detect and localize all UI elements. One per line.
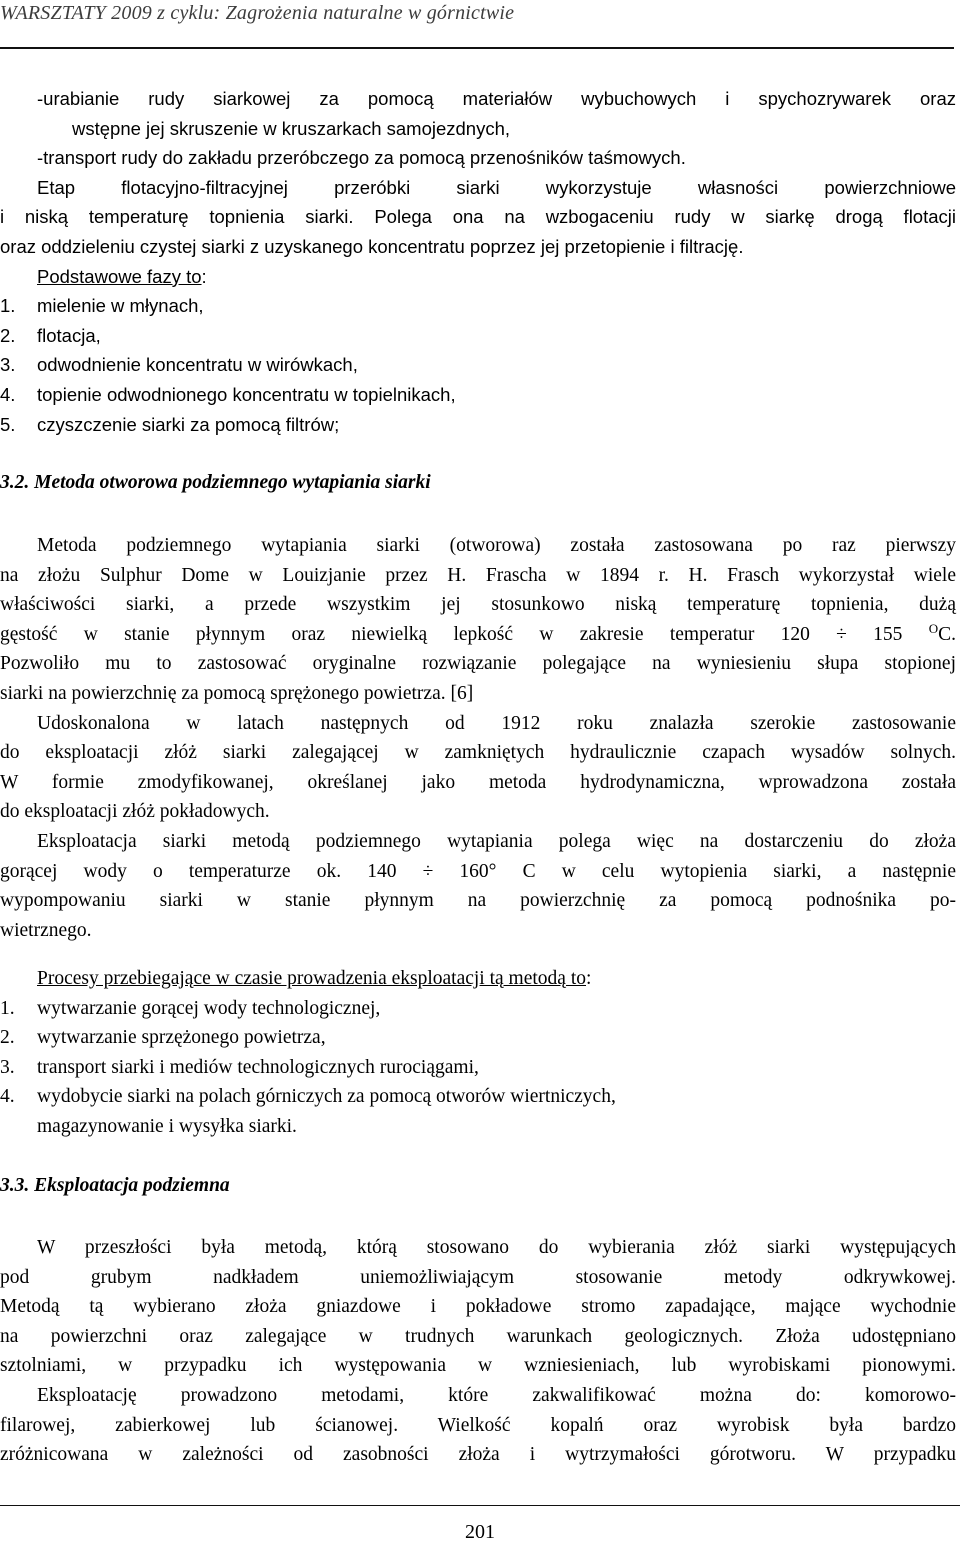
- text-line: Metoda podziemnego wytapiania siarki (otworowa) została zastosowana po raz pierwszy: [37, 535, 956, 556]
- text-line: wietrznego.: [0, 919, 92, 941]
- section-3-3-body: [0, 1233, 956, 1470]
- text-line: oraz oddzieleniu czystej siarki z uzyskanego koncentratu poprzez jej przetopienie i filtrację.: [0, 235, 744, 257]
- phases-colon: :: [201, 265, 207, 287]
- text-fragment: gęstość w stanie płynnym oraz niewielką lepkość w zakresie temperatur 120 ÷ 155: [0, 623, 903, 645]
- text-line: -transport rudy do zakładu przeróbczego za pomocą przenośników taśmowych.: [37, 147, 686, 169]
- list-number: 2.: [0, 1027, 15, 1049]
- list-number: 3.: [0, 1056, 15, 1078]
- list-text: wytwarzanie sprzężonego powietrza,: [37, 1027, 326, 1049]
- temperature-unit: C.: [938, 623, 957, 645]
- processes-list: [0, 964, 956, 1142]
- list-item: [0, 1053, 956, 1083]
- list-item: [0, 410, 956, 440]
- list-text: czyszczenie siarki za pomocą filtrów;: [37, 413, 340, 435]
- list-item: [0, 321, 956, 351]
- footer-rule: [0, 1505, 960, 1506]
- list-text: topienie odwodnionego koncentratu w topielnikach,: [37, 383, 456, 405]
- text-line: na powierzchni oraz zalegające w trudnych warunkach geologicznych. Złoża udostępniano: [0, 1325, 956, 1347]
- text-line: W formie zmodyfikowanej, określanej jako metoda hydrodynamiczna, wprowadzona została: [0, 771, 956, 793]
- text-line: na złożu Sulphur Dome w Louizjanie przez H. Frascha w 1894 r. H. Frasch wykorzystał wiele: [0, 564, 956, 586]
- list-text: mielenie w młynach,: [37, 295, 204, 317]
- list-text: flotacja,: [37, 324, 101, 346]
- list-item: [0, 1082, 956, 1112]
- text-line: -urabianie rudy siarkowej za pomocą materiałów wybuchowych i spychozrywarek oraz: [37, 88, 956, 109]
- list-number: 1.: [0, 997, 15, 1019]
- list-number: 5.: [0, 413, 16, 435]
- processes-label-line: [0, 964, 956, 994]
- text-line: sztolniami, w przypadku ich występowania w wzniesieniach, lub wyrobiskami pionowymi.: [0, 1355, 956, 1377]
- text-line: filarowej, zabierkowej lub ścianowej. Wielkość kopalń oraz wyrobisk była bardzo: [0, 1414, 956, 1436]
- page-number: 201: [465, 1521, 495, 1543]
- list-number: 4.: [0, 1086, 15, 1108]
- text-line: Udoskonalona w latach następnych od 1912 roku znalazła szerokie zastosowanie: [37, 712, 956, 734]
- processes-colon: :: [586, 968, 592, 989]
- phases-label: Podstawowe fazy to: [37, 265, 202, 287]
- text-fragment: i niską temperaturę topnienia siarki.: [0, 206, 354, 228]
- section-heading-3-2: 3.2. Metoda otworowa podziemnego wytapiania siarki: [0, 472, 431, 493]
- list-text: wytwarzanie gorącej wody technologicznej,: [37, 997, 381, 1019]
- list-item: [0, 380, 956, 410]
- text-line: Etap flotacyjno-filtracyjnej przeróbki siarki wykorzystuje własności powierzchniowe: [37, 176, 956, 198]
- text-line: Eksploatację prowadzono metodami, które zakwalifikować można do: komorowo-: [37, 1384, 956, 1406]
- list-text: transport siarki i mediów technologicznych rurociągami,: [37, 1056, 479, 1078]
- degree-symbol: O: [928, 620, 939, 636]
- continuation-paragraphs: [0, 84, 956, 439]
- header-rule: [0, 47, 954, 49]
- text-line: Eksploatacja siarki metodą podziemnego wytapiania polega więc na dostarczeniu do złoża: [37, 830, 956, 852]
- section-heading-3-3: 3.3. Eksploatacja podziemna: [0, 1175, 230, 1196]
- text-line: Metodą tą wybierano złoża gniazdowe i pokładowe stromo zapadające, mające wychodnie: [0, 1296, 956, 1318]
- list-item: [0, 1023, 956, 1053]
- list-item: [0, 350, 956, 380]
- list-text: odwodnienie koncentratu w wirówkach,: [37, 354, 358, 376]
- text-line: Pozwoliło mu to zastosować oryginalne rozwiązanie polegające na wyniesieniu słupa stopionej: [0, 653, 956, 675]
- section-3-2-body: [0, 531, 956, 945]
- list-item: [0, 994, 956, 1024]
- text-line: [0, 202, 956, 232]
- text-line: do eksploatacji złóż pokładowych.: [0, 801, 270, 823]
- text-fragment: Polega ona na wzbogaceniu rudy w siarkę drogą flotacji: [374, 206, 956, 228]
- text-line: siarki na powierzchnię za pomocą sprężonego powietrza. [6]: [0, 682, 474, 704]
- text-line: W przeszłości była metodą, którą stosowano do wybierania złóż siarki występujących: [37, 1237, 956, 1258]
- list-number: 2.: [0, 324, 16, 346]
- phases-label-line: [0, 262, 956, 292]
- text-line: wstępne jej skruszenie w kruszarkach samojezdnych,: [72, 117, 511, 139]
- text-line: zróżnicowana w zależności od zasobności złoża i wytrzymałości górotworu. W przypadku: [0, 1444, 956, 1466]
- processes-label: Procesy przebiegające w czasie prowadzenia eksploatacji tą metodą to: [37, 968, 586, 989]
- list-item: [0, 291, 956, 321]
- running-header: WARSZTATY 2009 z cyklu: Zagrożenia naturalne w górnictwie: [0, 2, 515, 24]
- list-number: 3.: [0, 354, 16, 376]
- text-line: pod grubym nadkładem uniemożliwiającym stosowanie metody odkrywkowej.: [0, 1266, 956, 1288]
- text-line: wypompowaniu siarki w stanie płynnym na powierzchnię za pomocą podnośnika po-: [0, 890, 956, 912]
- list-item-continuation: magazynowanie i wysyłka siarki.: [37, 1115, 297, 1137]
- list-number: 4.: [0, 383, 16, 405]
- list-text: wydobycie siarki na polach górniczych za pomocą otworów wiertniczych,: [37, 1086, 616, 1108]
- text-line: właściwości siarki, a przede wszystkim jej stosunkowo niską temperaturę topnienia, dużą: [0, 594, 956, 616]
- text-line: gorącej wody o temperaturze ok. 140 ÷ 160° C w celu wytopienia siarki, a następnie: [0, 860, 956, 882]
- list-number: 1.: [0, 295, 16, 317]
- text-line: do eksploatacji złóż siarki zalegającej w zamkniętych hydraulicznie czapach wysadów solnych.: [0, 742, 956, 764]
- text-line-temperature: [0, 620, 956, 650]
